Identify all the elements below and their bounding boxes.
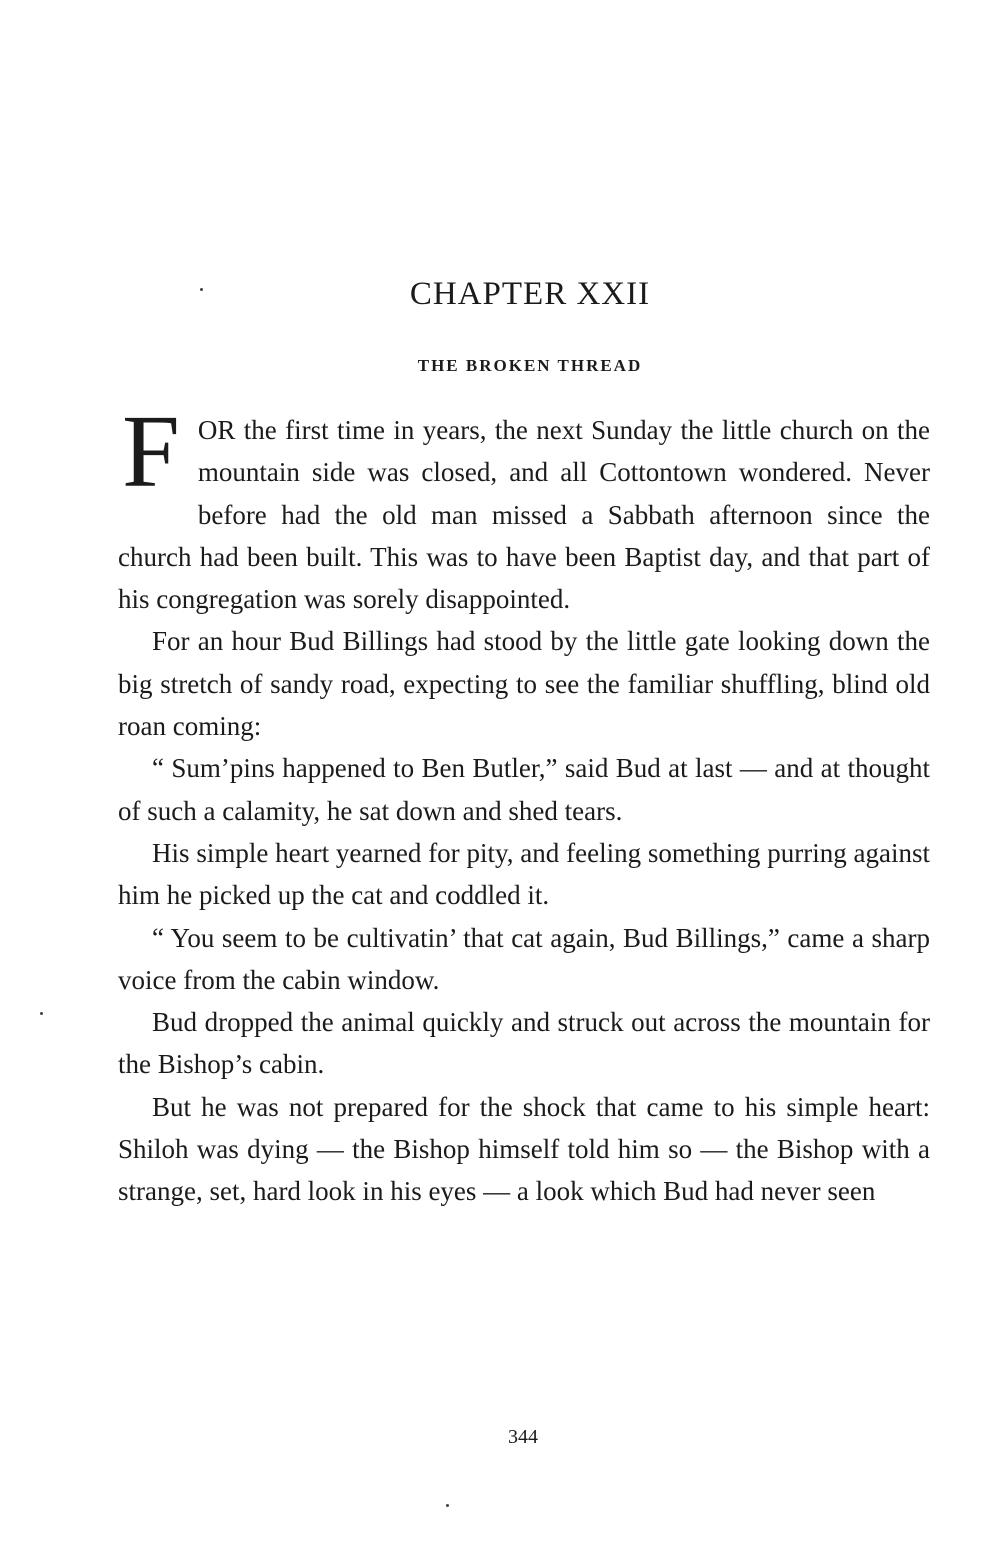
paragraph-6: Bud dropped the animal quickly and struck out across the mountain for the Bishop’s cabin. [118, 1007, 930, 1080]
paragraph-7: But he was not prepared for the shock that came to his simple heart: Shiloh was dying — the Bishop himself told him so — the Bishop with a strange, set, hard look in his eyes — a look which Bud had never seen [118, 1091, 930, 1207]
print-speck [446, 1504, 449, 1507]
paragraph-1-text: the first time in years, the next Sunday the little church on the mountain side was closed, and all Cottontown wondered. Never before had the old man missed a Sabbath afternoon since the church had been built. This was to have been Baptist day, and that part of his congregation was sorely disappointed. [118, 415, 930, 615]
paragraph-4: His simple heart yearned for pity, and feeling something purring against him he picked up the cat and coddled it. [118, 837, 930, 911]
drop-cap: F [122, 394, 180, 509]
paragraph-3: “ Sum’pins happened to Ben Butler,” said Bud at last — and at thought of such a calamity, he sat down and shed tears. [118, 753, 930, 826]
page-number: 344 [508, 1426, 538, 1448]
body-text [118, 394, 930, 1213]
chapter-title: THE BROKEN THREAD [417, 356, 643, 375]
paragraph-1 [118, 394, 930, 620]
print-speck [200, 288, 203, 291]
lead-word: OR [197, 415, 236, 445]
chapter-heading: CHAPTER XXII [409, 276, 651, 312]
print-speck [40, 1012, 43, 1015]
paragraph-5: “ You seem to be cultivatin’ that cat again, Bud Billings,” came a sharp voice from the cabin window. [118, 922, 930, 995]
paragraph-2: For an hour Bud Billings had stood by the little gate looking down the big stretch of sandy road, expecting to see the familiar shuffling, blind old roan coming: [118, 626, 930, 742]
